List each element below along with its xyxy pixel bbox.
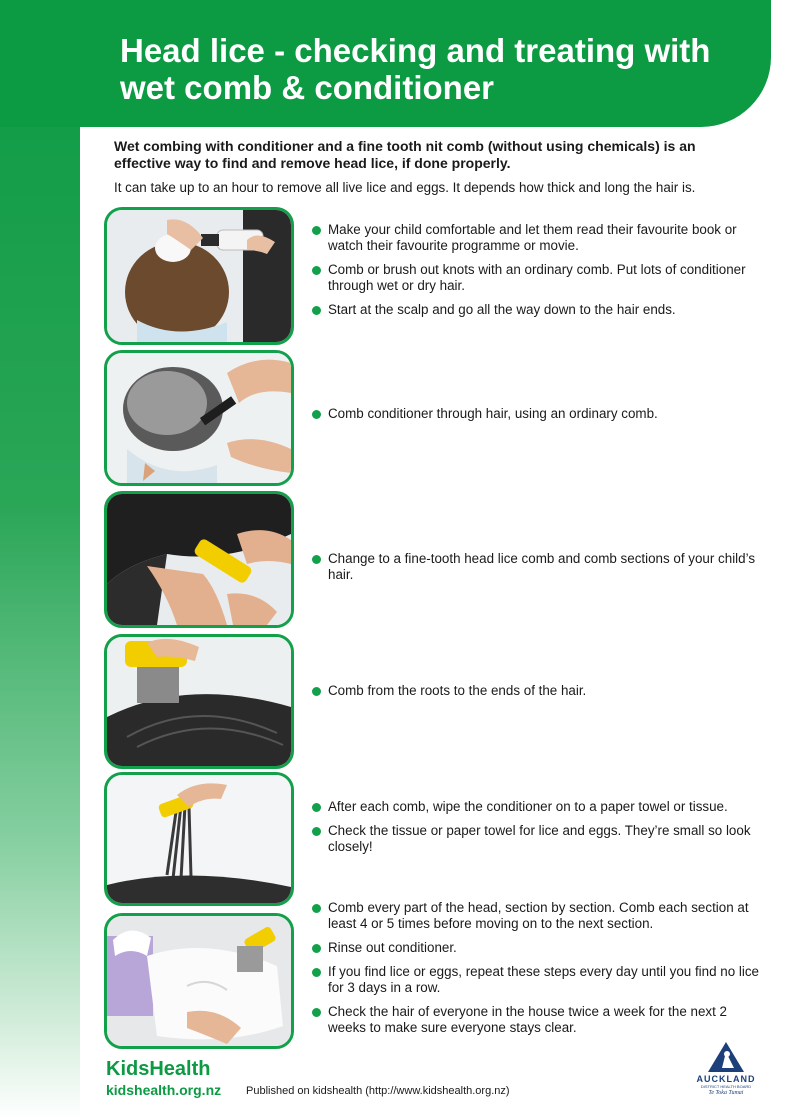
kidshealth-logo: KidsHealth [106,1058,211,1080]
step-5-bullet-1: After each comb, wipe the conditioner on to a paper towel or tissue. [312,799,762,815]
step-3-list [312,551,762,591]
bullet-dot-icon [312,410,321,419]
step-5-list [312,799,762,863]
bullet-dot-icon [312,904,321,913]
step-5-photo [104,772,294,906]
step-1-bullet-1: Make your child comfortable and let them read their favourite book or watch their favourite programme or movie. [312,222,762,254]
bullet-dot-icon [312,1008,321,1017]
bullet-dot-icon [312,944,321,953]
bullet-dot-icon [312,803,321,812]
published-note: Published on kidshealth (http://www.kidshealth.org.nz) [246,1085,510,1097]
step-5-bullet-2: Check the tissue or paper towel for lice and eggs. They’re small so look closely! [312,823,762,855]
adhb-mountain-icon [706,1040,746,1074]
step-2-photo [104,350,294,486]
step-1-bullet-3: Start at the scalp and go all the way down to the hair ends. [312,302,762,318]
bullet-dot-icon [312,306,321,315]
step-3-bullet-1: Change to a fine-tooth head lice comb and comb sections of your child’s hair. [312,551,762,583]
bullet-dot-icon [312,555,321,564]
adhb-subtitle: DISTRICT HEALTH BOARD [700,1084,752,1089]
bullet-dot-icon [312,827,321,836]
bullet-dot-icon [312,226,321,235]
step-1-list [312,222,762,326]
adhb-maori-name: Te Toka Tumai [708,1090,744,1096]
step-6-bullet-4: Check the hair of everyone in the house twice a week for the next 2 weeks to make sure everyone stays clear. [312,1004,762,1036]
step-6-list [312,900,762,1044]
intro-bold-text: Wet combing with conditioner and a fine tooth nit comb (without using chemicals) is an effective way to find and remove head lice, if done properly. [114,138,696,171]
adhb-logo [688,1040,764,1108]
step-4-list [312,683,762,707]
side-gradient-bar [0,0,80,1120]
adhb-name: AUCKLAND [696,1074,756,1084]
step-2-list [312,406,762,430]
step-6-bullet-1: Comb every part of the head, section by section. Comb each section at least 4 or 5 times before moving on to the next section. [312,900,762,932]
step-4-bullet-1: Comb from the roots to the ends of the hair. [312,683,762,699]
step-6-bullet-2: Rinse out conditioner. [312,940,762,956]
step-6-bullet-3: If you find lice or eggs, repeat these steps every day until you find no lice for 3 days in a row. [312,964,762,996]
bullet-dot-icon [312,968,321,977]
kidshealth-url-link[interactable]: kidshealth.org.nz [106,1082,222,1098]
page-title: Head lice - checking and treating with wet comb & conditioner [120,32,711,106]
step-3-photo [104,491,294,628]
bullet-dot-icon [312,266,321,275]
step-2-bullet-1: Comb conditioner through hair, using an ordinary comb. [312,406,762,422]
step-1-photo [104,207,294,345]
intro-plain-text: It can take up to an hour to remove all live lice and eggs. It depends how thick and long the hair is. [114,180,696,195]
bullet-dot-icon [312,687,321,696]
step-1-bullet-2: Comb or brush out knots with an ordinary comb. Put lots of conditioner through wet or dry hair. [312,262,762,294]
step-6-photo [104,913,294,1049]
step-4-photo [104,634,294,769]
